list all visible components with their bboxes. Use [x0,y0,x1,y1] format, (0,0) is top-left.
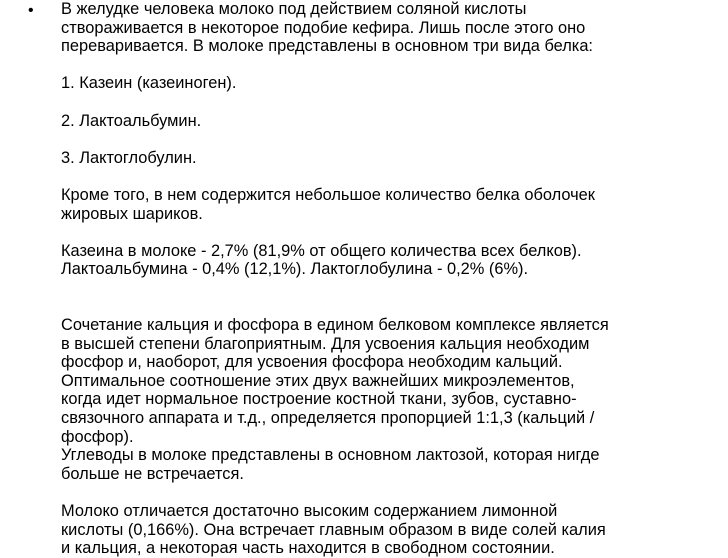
text-line: фосфор). [61,427,134,446]
bullet-marker: • [28,2,34,19]
text-line: створаживается в некоторое подобие кефира. Лишь после этого оно [61,18,586,37]
text-line: Казеина в молоке - 2,7% (81,9% от общего количества всех белков). [61,241,582,260]
blank-line [61,130,721,149]
text-line: Оптимальное соотношение этих двух важнейших микроэлементов, [61,371,575,390]
text-line: Молоко отличается достаточно высоким содержанием лимонной [61,502,558,521]
text-line: жировых шариков. [61,204,203,223]
text-line: Лактоальбумина - 0,4% (12,1%). Лактоглобулина - 0,2% (6%). [61,260,529,279]
blank-line [61,483,721,502]
text-line: и кальция, а некоторая часть находится в свободном состоянии. [61,539,555,558]
text-line: Углеводы в молоке представлены в основном лактозой, которая нигде [61,446,600,465]
blank-line [61,279,721,316]
text-line: связочного аппарата и т.д., определяется пропорцией 1:1,3 (кальций / [61,409,595,428]
list-item-lactalbumin: 2. Лактоальбумин. [61,111,202,130]
blank-line [61,93,721,112]
bullet-text [61,0,721,558]
list-item-casein: 1. Казеин (казеиноген). [61,74,237,93]
text-line: кислоты (0,166%). Она встречает главным образом в виде солей калия [61,520,606,539]
blank-line [61,167,721,186]
blank-line [61,223,721,242]
text-line: в высшей степени благоприятным. Для усвоения кальция необходим [61,334,590,353]
text-line: В желудке человека молоко под действием соляной кислоты [61,0,527,18]
text-line: фосфор и, наоборот, для усвоения фосфора необходим кальций. [61,353,563,372]
list-item-lactoglobulin: 3. Лактоглобулин. [61,148,197,167]
text-line: Кроме того, в нем содержится небольшое количество белка оболочек [61,185,595,204]
text-line: Сочетание кальция и фосфора в едином белковом комплексе является [61,316,609,335]
text-line: когда идет нормальное построение костной ткани, зубов, суставно- [61,390,577,409]
text-line: переваривается. В молоке представлены в основном три вида белка: [61,37,593,56]
text-line: больше не встречается. [61,464,244,483]
blank-line [61,56,721,75]
